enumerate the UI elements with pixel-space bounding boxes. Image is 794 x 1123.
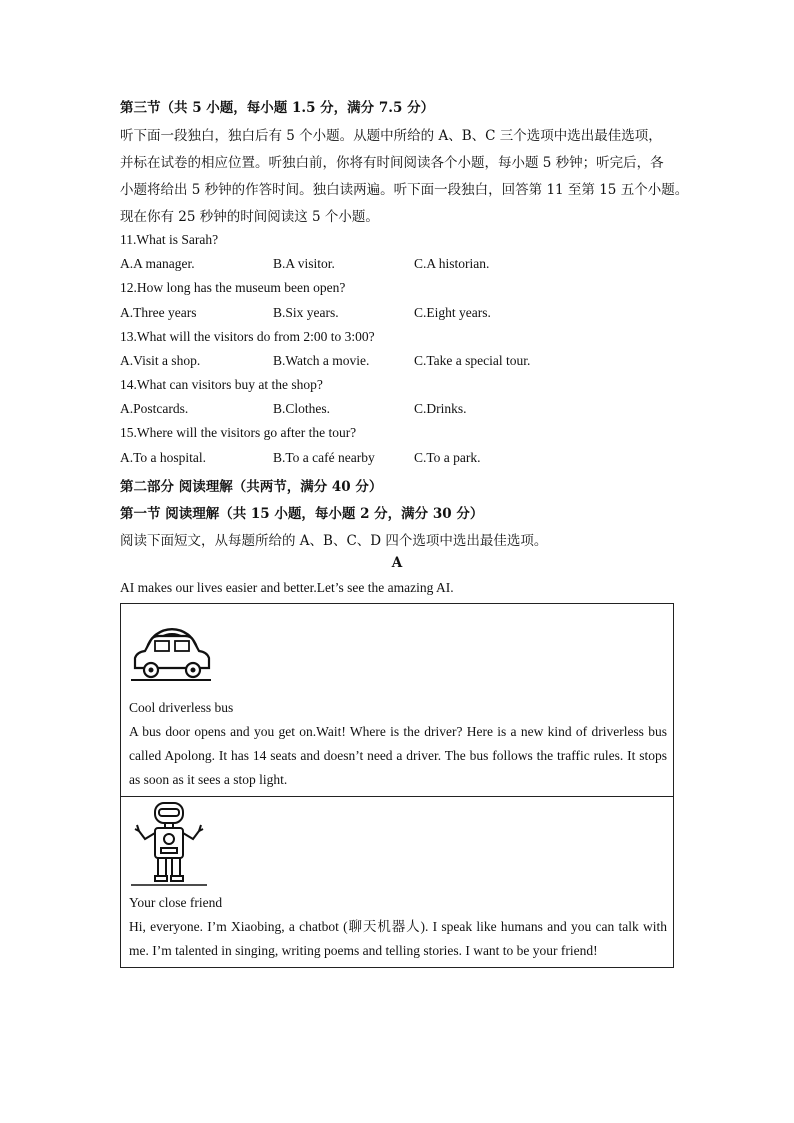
instruction-line: 现在你有 25 秒钟的时间阅读这 5 个小题。 — [120, 209, 379, 225]
passage-label: A — [391, 555, 403, 571]
option-15-b: B.To a café nearby — [273, 450, 375, 465]
option-12-b: B.Six years. — [273, 305, 339, 320]
card-title: Cool driverless bus — [129, 700, 234, 715]
option-15-a: A.To a hospital. — [120, 450, 207, 465]
driverless-car-icon — [127, 606, 211, 684]
option-12-a: A.Three years — [120, 305, 197, 320]
section3-heading: 第三节（共 5 小题，每小题 1.5 分，满分 7.5 分） — [120, 100, 435, 116]
card-text: A bus door opens and you get on.Wait! Where is the driver? Here is a new kind of driverless bus called Apolong. It has 14 seats and doesn’t need a driver. The bus follows the traffic rules. It stops as soon as it sees a stop light. — [129, 724, 667, 787]
part2-heading: 第二部分 阅读理解（共两节，满分 40 分） — [120, 479, 383, 495]
instruction-line: 小题将给出 5 秒钟的作答时间。独白读两遍。听下面一段独白，回答第 11 至第 15 五个小题。 — [120, 182, 689, 198]
question-11: 11.What is Sarah? — [120, 232, 219, 247]
option-11-c: C.A historian. — [414, 256, 490, 271]
option-11-a: A.A manager. — [120, 256, 195, 271]
option-11-b: B.A visitor. — [273, 256, 335, 271]
option-15-c: C.To a park. — [414, 450, 481, 465]
part2-section1-heading: 第一节 阅读理解（共 15 小题，每小题 2 分，满分 30 分） — [120, 506, 484, 522]
card-driverless-bus — [121, 604, 673, 796]
question-14: 14.What can visitors buy at the shop? — [120, 377, 323, 392]
question-13: 13.What will the visitors do from 2:00 to 3:00? — [120, 329, 375, 344]
ai-table — [120, 603, 674, 968]
instruction-line: 并标在试卷的相应位置。听独白前，你将有时间阅读各个小题，每小题 5 秒钟；听完后，各 — [120, 155, 664, 171]
card-text: Hi, everyone. I’m Xiaobing, a chatbot (聊天机器人). I speak like humans and you can talk with me. I’m talented in singing, writing poems and telling stories. I want to be your friend! — [129, 919, 667, 958]
passage-intro: AI makes our lives easier and better.Let’s see the amazing AI. — [120, 580, 454, 595]
option-14-a: A.Postcards. — [120, 401, 189, 416]
option-14-b: B.Clothes. — [273, 401, 331, 416]
option-12-c: C.Eight years. — [414, 305, 491, 320]
question-12: 12.How long has the museum been open? — [120, 280, 346, 295]
option-14-c: C.Drinks. — [414, 401, 467, 416]
reading-instruction: 阅读下面短文，从每题所给的 A、B、C、D 四个选项中选出最佳选项。 — [120, 533, 548, 549]
option-13-b: B.Watch a movie. — [273, 353, 370, 368]
card-title: Your close friend — [129, 895, 223, 910]
option-13-c: C.Take a special tour. — [414, 353, 531, 368]
robot-icon — [127, 799, 211, 887]
question-15: 15.Where will the visitors go after the tour? — [120, 425, 357, 440]
card-close-friend — [121, 797, 673, 967]
option-13-a: A.Visit a shop. — [120, 353, 201, 368]
instruction-line: 听下面一段独白，独白后有 5 个小题。从题中所给的 A、B、C 三个选项中选出最佳选项， — [120, 128, 662, 144]
